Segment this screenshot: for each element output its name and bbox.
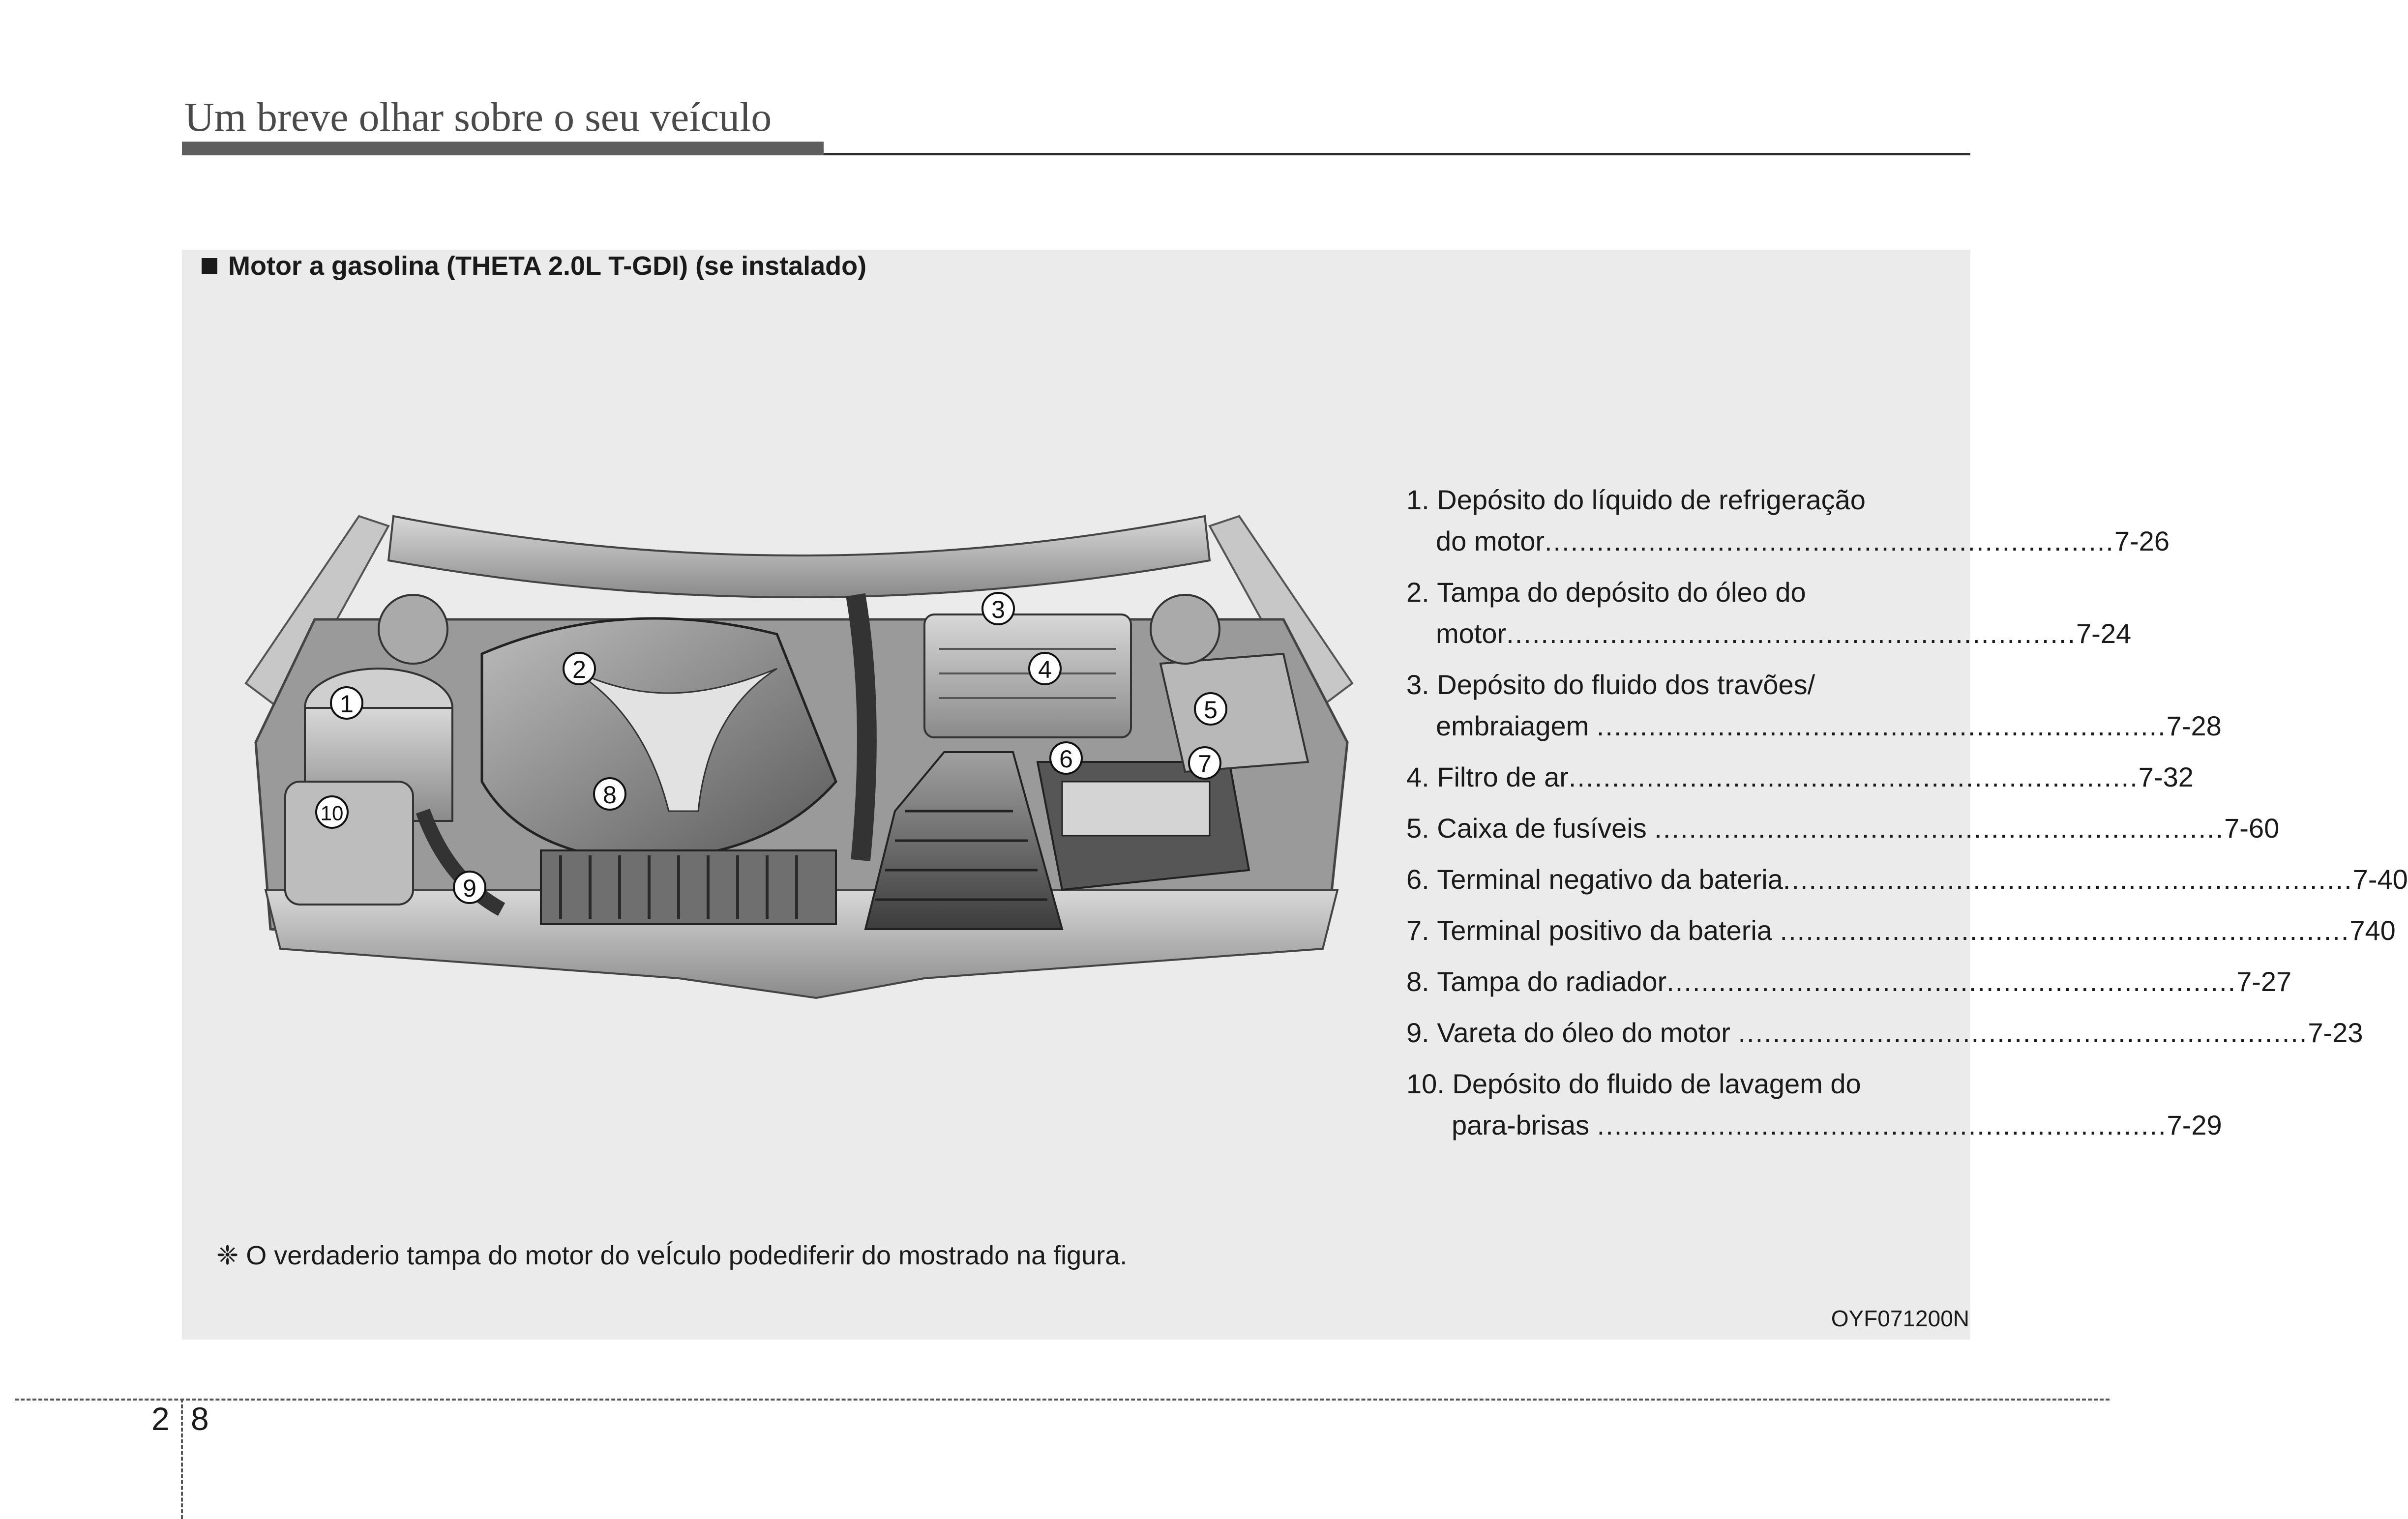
svg-text:5: 5 <box>1204 696 1218 724</box>
header-rule-thick <box>182 142 824 155</box>
callout-10 <box>316 796 348 828</box>
svg-text:9: 9 <box>463 875 476 902</box>
asterism-icon: ❈ <box>216 1241 239 1270</box>
page-number: 8 <box>191 1401 209 1437</box>
svg-text:8: 8 <box>603 781 617 809</box>
legend-item: 3. Depósito do fluido dos travões/ embraiagem .................................................................. 7-28 <box>1406 669 2222 741</box>
legend-item: 4. Filtro de ar .................................................................. 7-32 <box>1406 761 2194 792</box>
callout-6 <box>1050 742 1082 774</box>
section-title <box>202 251 866 281</box>
footnote-text: O verdaderio tampa do motor do veÍculo podediferir do mostrado na figura. <box>246 1241 1128 1270</box>
svg-text:6: 6 <box>1059 745 1073 773</box>
page-header-title: Um breve olhar sobre o seu veículo <box>184 94 772 140</box>
legend-item: 2. Tampa do depósito do óleo do motor .................................................................. 7-24 <box>1406 577 2132 649</box>
engine-bay-illustration <box>226 506 1372 1008</box>
callout-8 <box>594 778 625 810</box>
legend-item: 9. Vareta do óleo do motor .................................................................. 7-23 <box>1406 1017 2363 1048</box>
footer-dashed-divider <box>181 1399 183 1519</box>
legend-item: 8. Tampa do radiador .................................................................. 7-27 <box>1406 966 2292 997</box>
callout-5 <box>1195 693 1226 725</box>
figure-code: OYF071200N <box>1831 1306 1969 1331</box>
callout-1 <box>331 687 362 719</box>
square-bullet-icon <box>202 258 217 274</box>
svg-text:4: 4 <box>1038 656 1052 683</box>
callout-7 <box>1189 747 1220 779</box>
svg-text:2: 2 <box>572 656 586 683</box>
legend-item: 6. Terminal negativo da bateria .................................................................. 7-40 <box>1406 864 2408 895</box>
component-legend <box>1406 479 2408 1156</box>
callout-9 <box>454 872 485 903</box>
callout-4 <box>1029 653 1061 684</box>
svg-text:7: 7 <box>1198 750 1212 778</box>
svg-text:10: 10 <box>320 801 344 825</box>
callout-3 <box>982 593 1014 624</box>
footer-dashed-rule <box>15 1399 2110 1401</box>
legend-item: 1. Depósito do líquido de refrigeração do motor .................................................................. 7-26 <box>1406 484 2170 556</box>
footnote <box>216 1240 1127 1271</box>
callout-2 <box>564 653 595 684</box>
header-rule-thin <box>824 153 1970 155</box>
section-title-text: Motor a gasolina (THETA 2.0L T-GDI) (se instalado) <box>228 251 867 281</box>
page-chapter: 2 <box>151 1401 170 1437</box>
legend-item: 5. Caixa de fusíveis .................................................................. 7-60 <box>1406 813 2280 844</box>
svg-text:1: 1 <box>340 690 354 718</box>
legend-item: 7. Terminal positivo da bateria .................................................................. 740 <box>1406 915 2396 946</box>
svg-text:3: 3 <box>991 596 1005 623</box>
legend-item: 10. Depósito do fluido de lavagem do para-brisas .................................................................. 7-29 <box>1406 1068 2222 1140</box>
